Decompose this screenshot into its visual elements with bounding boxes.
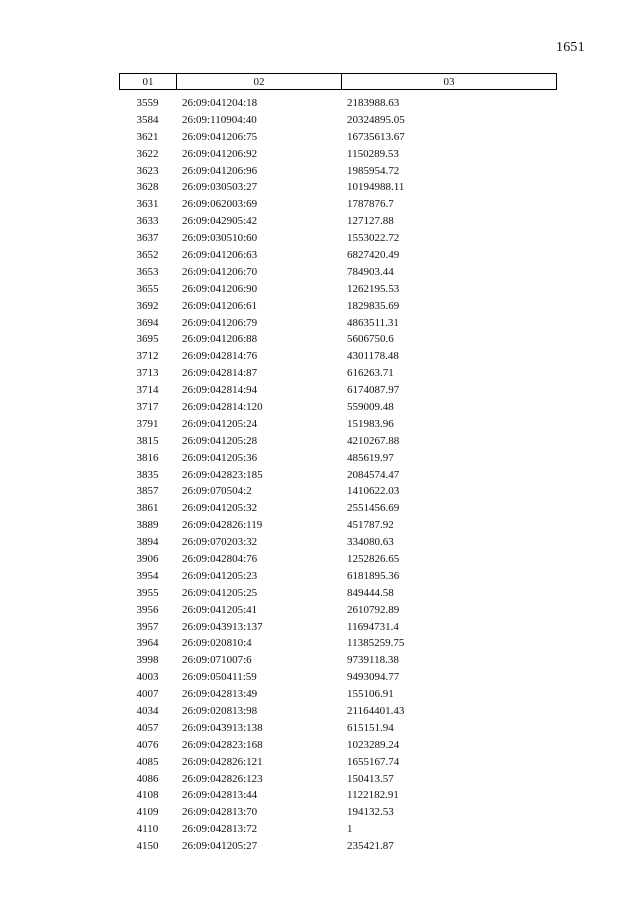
cell-value: 4863511.31 [347, 316, 399, 329]
page-number: 1651 [556, 40, 585, 55]
cell-number: 4108 [136, 789, 159, 802]
cell-number: 3954 [136, 569, 159, 582]
cell-cadastral-id: 26:09:041205:25 [182, 586, 258, 599]
cell-number: 3957 [136, 620, 159, 633]
cell-number: 3694 [136, 316, 159, 329]
cell-cadastral-id: 26:09:041205:27 [182, 840, 258, 853]
table-row [119, 196, 557, 213]
cell-value: 615151.94 [347, 721, 394, 734]
table-row [119, 636, 557, 653]
cell-value: 235421.87 [347, 840, 394, 853]
cell-cadastral-id: 26:09:042823:185 [182, 468, 263, 481]
cell-value: 11694731.4 [347, 620, 399, 633]
table-row [119, 230, 557, 247]
cell-cadastral-id: 26:09:042813:70 [182, 806, 258, 819]
cell-cadastral-id: 26:09:041205:41 [182, 603, 258, 616]
cell-cadastral-id: 26:09:041206:61 [182, 299, 258, 312]
cell-value: 2610792.89 [347, 603, 400, 616]
table-row [119, 720, 557, 737]
cell-cadastral-id: 26:09:041205:28 [182, 434, 258, 447]
table-row [119, 298, 557, 315]
cell-cadastral-id: 26:09:050411:59 [182, 671, 257, 684]
cell-cadastral-id: 26:09:071007:6 [182, 654, 252, 667]
table-row [119, 247, 557, 264]
cell-cadastral-id: 26:09:042814:120 [182, 400, 263, 413]
cell-value: 6181895.36 [347, 569, 400, 582]
cell-number: 3889 [136, 519, 159, 532]
cell-value: 1553022.72 [347, 232, 400, 245]
cell-number: 3621 [136, 130, 159, 143]
cell-value: 1829835.69 [347, 299, 400, 312]
table-row [119, 585, 557, 602]
column-header-02: 02 [177, 74, 342, 89]
table-row [119, 737, 557, 754]
cell-number: 4085 [136, 755, 159, 768]
cell-value: 194132.53 [347, 806, 394, 819]
cell-cadastral-id: 26:09:070504:2 [182, 485, 252, 498]
cell-cadastral-id: 26:09:041206:96 [182, 164, 258, 177]
cell-value: 127127.88 [347, 215, 394, 228]
cell-cadastral-id: 26:09:042813:49 [182, 688, 258, 701]
cell-value: 9739118.38 [347, 654, 399, 667]
table-row [119, 112, 557, 129]
cell-number: 4034 [136, 705, 159, 717]
cell-number: 4007 [136, 688, 159, 701]
table-row [119, 788, 557, 805]
cell-number: 4057 [136, 721, 159, 734]
cell-value: 451787.92 [347, 519, 394, 532]
cell-number: 3637 [136, 232, 159, 245]
cell-value: 6174087.97 [347, 384, 400, 397]
cell-cadastral-id: 26:09:041206:63 [182, 248, 258, 261]
cell-value: 334080.63 [347, 536, 394, 549]
cell-number: 4086 [136, 772, 159, 785]
cell-cadastral-id: 26:09:020813:98 [182, 705, 258, 717]
cell-number: 3956 [136, 603, 159, 616]
table-row [119, 652, 557, 669]
cell-cadastral-id: 26:09:041206:88 [182, 333, 258, 346]
cell-cadastral-id: 26:09:042813:72 [182, 823, 258, 836]
cell-cadastral-id: 26:09:043913:138 [182, 721, 263, 734]
cell-number: 3964 [136, 637, 159, 650]
table-row [119, 179, 557, 196]
cell-cadastral-id: 26:09:042905:42 [182, 215, 258, 228]
cell-cadastral-id: 26:09:041205:23 [182, 569, 258, 582]
cell-value: 1122182.91 [347, 789, 399, 802]
cell-value: 150413.57 [347, 772, 394, 785]
cell-value: 559009.48 [347, 400, 394, 413]
table-row [119, 838, 557, 855]
table-row [119, 281, 557, 298]
cell-cadastral-id: 26:09:042813:44 [182, 789, 258, 802]
cell-value: 4210267.88 [347, 434, 400, 447]
cell-value: 1 [347, 823, 353, 836]
cell-number: 4003 [136, 671, 159, 684]
cell-value: 20324895.05 [347, 113, 405, 126]
cell-value: 2183988.63 [347, 96, 400, 109]
cell-value: 849444.58 [347, 586, 394, 599]
cell-value: 1023289.24 [347, 738, 400, 751]
table-row [119, 95, 557, 112]
cell-number: 3816 [136, 451, 159, 464]
cell-cadastral-id: 26:09:110904:40 [182, 113, 257, 126]
table-row [119, 534, 557, 551]
cell-cadastral-id: 26:09:042826:123 [182, 772, 263, 785]
table-row [119, 129, 557, 146]
table-row [119, 348, 557, 365]
cell-value: 1787876.7 [347, 198, 394, 211]
cell-value: 1655167.74 [347, 755, 400, 768]
table-row [119, 804, 557, 821]
cell-number: 3628 [136, 181, 159, 194]
cell-cadastral-id: 26:09:030510:60 [182, 232, 258, 245]
cell-cadastral-id: 26:09:041205:32 [182, 502, 258, 515]
cell-number: 3998 [136, 654, 159, 667]
cell-cadastral-id: 26:09:041206:92 [182, 147, 258, 160]
cell-cadastral-id: 26:09:062003:69 [182, 198, 258, 211]
table-row [119, 602, 557, 619]
cell-cadastral-id: 26:09:041205:36 [182, 451, 258, 464]
table-row [119, 754, 557, 771]
table-row [119, 619, 557, 636]
table-row [119, 568, 557, 585]
cell-value: 10194988.11 [347, 181, 405, 194]
cell-number: 4109 [136, 806, 159, 819]
table-row [119, 264, 557, 281]
cell-value: 6827420.49 [347, 248, 400, 261]
cell-number: 3815 [136, 434, 159, 447]
table-row [119, 686, 557, 703]
cell-number: 3584 [136, 113, 159, 126]
cell-number: 3791 [136, 417, 159, 430]
cell-cadastral-id: 26:09:042826:119 [182, 519, 263, 532]
cell-number: 3894 [136, 536, 159, 549]
cell-cadastral-id: 26:09:041206:75 [182, 130, 258, 143]
cell-cadastral-id: 26:09:030503:27 [182, 181, 258, 194]
table-row [119, 703, 557, 720]
cell-number: 3622 [136, 147, 159, 160]
cell-cadastral-id: 26:09:041205:24 [182, 417, 258, 430]
cell-cadastral-id: 26:09:042814:76 [182, 350, 258, 363]
table-row [119, 399, 557, 416]
cell-number: 3861 [136, 502, 159, 515]
cell-number: 3652 [136, 248, 159, 261]
cell-value: 1150289.53 [347, 147, 399, 160]
cell-cadastral-id: 26:09:042814:87 [182, 367, 258, 380]
cell-number: 3906 [136, 552, 159, 565]
cell-value: 16735613.67 [347, 130, 405, 143]
cell-number: 3695 [136, 333, 159, 346]
table-row [119, 365, 557, 382]
cell-value: 11385259.75 [347, 637, 405, 650]
cell-value: 4301178.48 [347, 350, 399, 363]
cell-value: 21164401.43 [347, 705, 405, 717]
table-row [119, 551, 557, 568]
cell-value: 2551456.69 [347, 502, 400, 515]
cell-number: 3955 [136, 586, 159, 599]
cell-value: 2084574.47 [347, 468, 400, 481]
table-row [119, 331, 557, 348]
cell-number: 3655 [136, 282, 159, 295]
cell-cadastral-id: 26:09:070203:32 [182, 536, 258, 549]
cell-value: 485619.97 [347, 451, 394, 464]
table-row [119, 483, 557, 500]
table-row [119, 146, 557, 163]
table-row [119, 450, 557, 467]
table-row [119, 821, 557, 838]
table-row [119, 315, 557, 332]
table-row [119, 669, 557, 686]
cell-number: 3653 [136, 265, 159, 278]
cell-cadastral-id: 26:09:042823:168 [182, 738, 263, 751]
cell-number: 4076 [136, 738, 159, 751]
cell-number: 3857 [136, 485, 159, 498]
table-row [119, 416, 557, 433]
cell-value: 616263.71 [347, 367, 394, 380]
cell-cadastral-id: 26:09:043913:137 [182, 620, 263, 633]
cell-value: 1985954.72 [347, 164, 400, 177]
cell-value: 1252826.65 [347, 552, 400, 565]
cell-number: 3714 [136, 384, 159, 397]
cell-number: 4150 [136, 840, 159, 853]
cell-cadastral-id: 26:09:041206:79 [182, 316, 258, 329]
table-row [119, 213, 557, 230]
table-body [119, 95, 557, 855]
cell-number: 3835 [136, 468, 159, 481]
cell-value: 151983.96 [347, 417, 394, 430]
cell-number: 3712 [136, 350, 159, 363]
table-row [119, 433, 557, 450]
cell-value: 9493094.77 [347, 671, 400, 684]
cell-number: 3717 [136, 400, 159, 413]
cell-cadastral-id: 26:09:042804:76 [182, 552, 258, 565]
cell-cadastral-id: 26:09:041206:70 [182, 265, 258, 278]
cell-number: 3713 [136, 367, 159, 380]
cell-value: 1262195.53 [347, 282, 400, 295]
cell-cadastral-id: 26:09:041204:18 [182, 96, 258, 109]
table-row [119, 517, 557, 534]
cell-cadastral-id: 26:09:020810:4 [182, 637, 252, 650]
cell-cadastral-id: 26:09:042826:121 [182, 755, 263, 768]
cell-value: 155106.91 [347, 688, 394, 701]
cell-cadastral-id: 26:09:042814:94 [182, 384, 258, 397]
table-row [119, 500, 557, 517]
cell-value: 1410622.03 [347, 485, 400, 498]
cell-number: 4110 [136, 823, 159, 836]
cell-number: 3633 [136, 215, 159, 228]
table-row [119, 382, 557, 399]
table-header [119, 73, 557, 90]
cell-number: 3623 [136, 164, 159, 177]
column-header-01: 01 [120, 74, 177, 89]
column-header-03: 03 [443, 75, 455, 88]
cell-number: 3692 [136, 299, 159, 312]
table-row [119, 163, 557, 180]
cell-number: 3631 [136, 198, 159, 211]
cell-value: 784903.44 [347, 265, 394, 278]
table-row [119, 771, 557, 788]
table-row [119, 467, 557, 484]
cell-number: 3559 [136, 96, 159, 109]
cell-cadastral-id: 26:09:041206:90 [182, 282, 258, 295]
cell-value: 5606750.6 [347, 333, 394, 346]
